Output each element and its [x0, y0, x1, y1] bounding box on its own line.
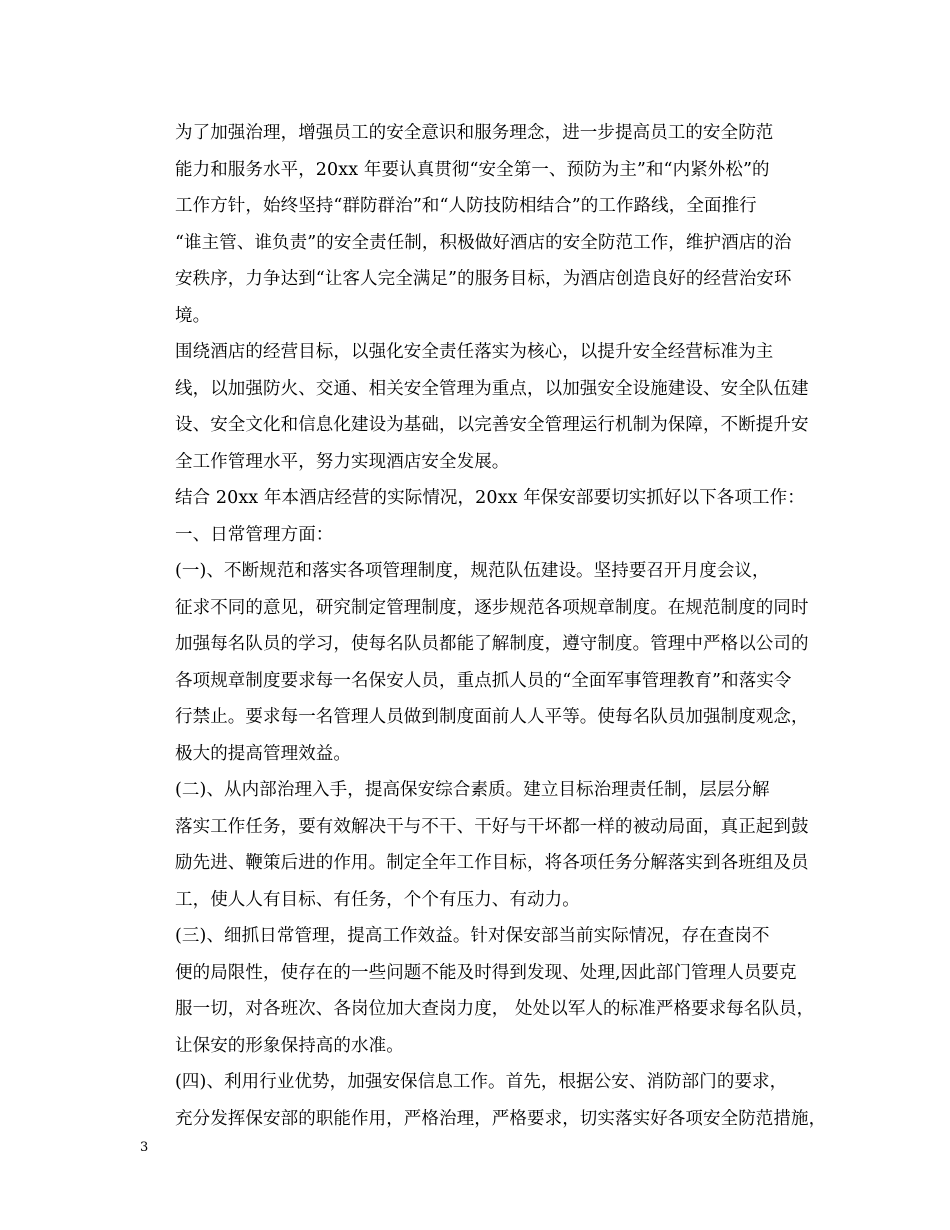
text-line: “谁主管、谁负责”的安全责任制，积极做好酒店的安全防范工作，维护酒店的治 — [175, 232, 792, 253]
paragraph — [140, 772, 830, 918]
text-line: 全工作管理水平，努力实现酒店安全发展。 — [175, 451, 510, 472]
paragraph — [140, 553, 830, 772]
text-line: 服一切，对各班次、各岗位加大查岗力度， 处处以军人的标准严格要求每名队员， — [175, 999, 815, 1019]
paragraph — [140, 115, 830, 334]
document-body — [140, 115, 830, 1137]
text-line: 工作方针，始终坚持“群防群治”和“人防技防相结合”的工作路线，全面推行 — [175, 196, 757, 216]
text-line: 安秩序，力争达到“让客人完全满足”的服务目标，为酒店创造良好的经营治安环 — [175, 269, 792, 289]
paragraph — [140, 334, 830, 480]
paragraph — [140, 918, 830, 1064]
text-line: 境。 — [175, 305, 211, 326]
text-line: 围绕酒店的经营目标，以强化安全责任落实为核心，以提升安全经营标准为主 — [175, 342, 774, 362]
text-line: (四)、利用行业优势，加强安保信息工作。首先，根据公安、消防部门的要求， — [175, 1072, 788, 1092]
text-line: 让保安的形象保持高的水准。 — [175, 1035, 404, 1056]
text-line: 能力和服务水平，20xx 年要认真贯彻“安全第一、预防为主”和“内紧外松”的 — [175, 159, 770, 180]
paragraph — [140, 480, 830, 517]
text-line: (二)、从内部治理入手，提高保安综合素质。建立目标治理责任制，层层分解 — [175, 780, 770, 800]
text-line: 线，以加强防火、交通、相关安全管理为重点，以加强安全设施建设、安全队伍建 — [175, 378, 809, 399]
text-line: 一、日常管理方面： — [175, 524, 334, 545]
text-line: 设、安全文化和信息化建设为基础，以完善安全管理运行机制为保障，不断提升安 — [175, 415, 809, 435]
text-line: 各项规章制度要求每一名保安人员，重点抓人员的“全面军事管理教育”和落实令 — [175, 670, 792, 691]
text-line: 落实工作任务，要有效解决干与不干、干好与干坏都一样的被动局面，真正起到鼓 — [175, 816, 809, 837]
text-line: (三)、细抓日常管理，提高工作效益。针对保安部当前实际情况，存在查岗不 — [175, 926, 770, 946]
text-line: 充分发挥保安部的职能作用，严格治理，严格要求，切实落实好各项安全防范措施， — [175, 1108, 827, 1129]
text-line: 极大的提高管理效益。 — [175, 743, 351, 764]
paragraph — [140, 1064, 830, 1137]
text-line: 征求不同的意见，研究制定管理制度，逐步规范各项规章制度。在规范制度的同时 — [175, 597, 809, 618]
text-line: 励先进、鞭策后进的作用。制定全年工作目标，将各项任务分解落实到各班组及员 — [175, 853, 809, 873]
page-number: 3 — [140, 1140, 149, 1155]
text-line: 工，使人人有目标、有任务，个个有压力、有动力。 — [175, 889, 580, 910]
section-heading — [140, 517, 830, 554]
text-line: 加强每名队员的学习，使每名队员都能了解制度，遵守制度。管理中严格以公司的 — [175, 634, 809, 654]
text-line: 为了加强治理，增强员工的安全意识和服务理念，进一步提高员工的安全防范 — [175, 123, 774, 143]
text-line: 行禁止。要求每一名管理人员做到制度面前人人平等。使每名队员加强制度观念， — [175, 707, 809, 727]
text-line: (一)、不断规范和落实各项管理制度，规范队伍建设。坚持要召开月度会议， — [175, 561, 770, 581]
text-line: 便的局限性，使存在的一些问题不能及时得到发现、处理,因此部门管理人员要克 — [175, 962, 797, 983]
text-line: 结合 20xx 年本酒店经营的实际情况，20xx 年保安部要切实抓好以下各项工作： — [175, 488, 805, 508]
